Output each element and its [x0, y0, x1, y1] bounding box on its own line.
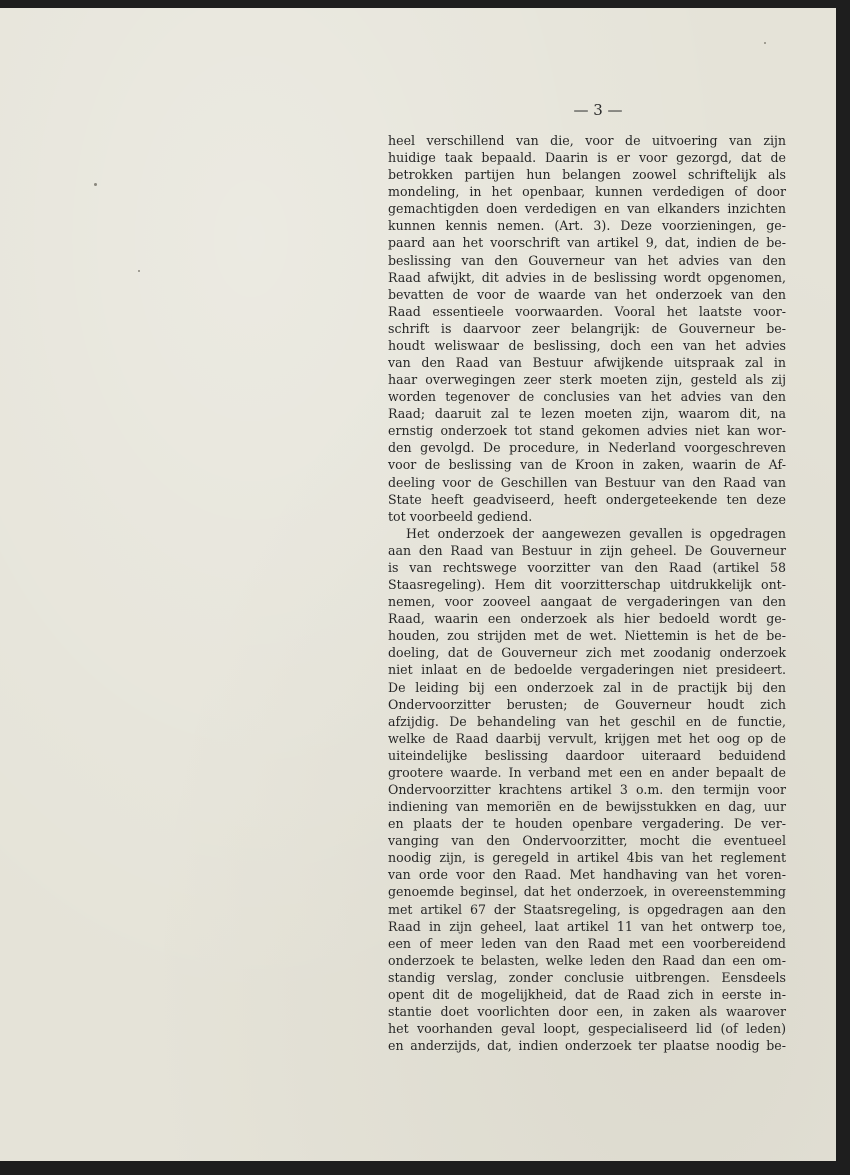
text-line: houdt weliswaar de beslissing, doch een van het advies — [388, 337, 786, 353]
paragraph — [388, 525, 786, 1054]
text-line: tot voorbeeld gediend. — [388, 508, 533, 524]
text-line: doeling, dat de Gouverneur zich met zoodanig onderzoek — [388, 645, 786, 661]
text-line: houden, zou strijden met de wet. Niettemin is het de be- — [388, 628, 786, 644]
text-line: kunnen kennis nemen. (Art. 3). Deze voorzieningen, ge- — [388, 218, 786, 234]
paper-speck — [764, 42, 766, 44]
text-line: Raad essentieele voorwaarden. Vooral het laatste voor- — [388, 303, 786, 319]
text-line: paard aan het voorschrift van artikel 9, dat, indien de be- — [388, 235, 786, 251]
text-line: het voorhanden geval loopt, gespecialiseerd lid (of leden) — [388, 1021, 786, 1037]
text-line: mondeling, in het openbaar, kunnen verdedigen of door — [388, 184, 786, 200]
paper-speck — [138, 270, 140, 272]
text-line: deeling voor de Geschillen van Bestuur van den Raad van — [388, 474, 786, 490]
text-line: genoemde beginsel, dat het onderzoek, in overeenstemming — [388, 884, 786, 900]
text-line: standig verslag, zonder conclusie uitbrengen. Eensdeels — [388, 969, 786, 985]
text-line: worden tegenover de conclusies van het advies van den — [388, 389, 786, 405]
text-line: stantie doet voorlichten door een, in zaken als waarover — [388, 1003, 786, 1019]
text-line: aan den Raad van Bestuur in zijn geheel. De Gouverneur — [388, 542, 786, 558]
text-line: ernstig onderzoek tot stand gekomen advies niet kan wor- — [388, 423, 786, 439]
text-line: Ondervoorzitter berusten; de Gouverneur houdt zich — [388, 696, 786, 712]
text-line: schrift is daarvoor zeer belangrijk: de Gouverneur be- — [388, 320, 786, 336]
text-line: heel verschillend van die, voor de uitvoering van zijn — [388, 133, 786, 148]
text-line: De leiding bij een onderzoek zal in de practijk bij den — [388, 679, 786, 695]
text-line: Raad afwijkt, dit advies in de beslissing wordt opgenomen, — [388, 269, 786, 285]
text-line: noodig zijn, is geregeld in artikel 4bis van het reglement — [388, 850, 786, 866]
text-line: niet inlaat en de bedoelde vergaderingen niet presideert. — [388, 662, 786, 678]
text-line: opent dit de mogelijkheid, dat de Raad zich in eerste in- — [388, 986, 786, 1002]
text-line: Staasregeling). Hem dit voorzitterschap uitdrukkelijk ont- — [388, 577, 786, 593]
text-line: Raad in zijn geheel, laat artikel 11 van het ontwerp toe, — [388, 918, 786, 934]
text-line: Raad, waarin een onderzoek als hier bedoeld wordt ge- — [388, 611, 786, 627]
text-line: met artikel 67 der Staatsregeling, is opgedragen aan den — [388, 901, 786, 917]
text-line: afzijdig. De behandeling van het geschil en de functie, — [388, 713, 786, 729]
text-line: betrokken partijen hun belangen zoowel schriftelijk als — [388, 167, 786, 183]
text-line: uiteindelijke beslissing daardoor uiteraard beduidend — [388, 747, 786, 763]
text-line: haar overwegingen zeer sterk moeten zijn, gesteld als zij — [388, 372, 786, 388]
text-line: van orde voor den Raad. Met handhaving van het voren- — [388, 867, 786, 883]
text-line: gemachtigden doen verdedigen en van elkanders inzichten — [388, 201, 786, 217]
text-line: State heeft geadviseerd, heeft ondergeteekende ten deze — [388, 491, 786, 507]
text-line: Het onderzoek der aangewezen gevallen is opgedragen — [406, 525, 786, 541]
text-line: en plaats der te houden openbare vergadering. De ver- — [388, 816, 786, 832]
document-page — [0, 8, 836, 1161]
text-line: indiening van memoriën en de bewijsstukken en dag, uur — [388, 799, 786, 815]
text-line: vanging van den Ondervoorzitter, mocht die eventueel — [388, 833, 786, 849]
text-line: is van rechtswege voorzitter van den Raad (artikel 58 — [388, 559, 786, 575]
text-line: nemen, voor zooveel aangaat de vergaderingen van den — [388, 594, 786, 610]
text-line: een of meer leden van den Raad met een voorbereidend — [388, 935, 786, 951]
body-text — [388, 132, 786, 1054]
text-line: van den Raad van Bestuur afwijkende uitspraak zal in — [388, 355, 786, 371]
paragraph — [388, 132, 786, 525]
text-line: Ondervoorzitter krachtens artikel 3 o.m. den termijn voor — [388, 781, 786, 797]
paper-speck — [94, 183, 97, 186]
text-line: bevatten de voor de waarde van het onderzoek van den — [388, 286, 786, 302]
text-line: Raad; daaruit zal te lezen moeten zijn, waarom dit, na — [388, 406, 786, 422]
text-line: huidige taak bepaald. Daarin is er voor gezorgd, dat de — [388, 150, 786, 166]
text-line: den gevolgd. De procedure, in Nederland voorgeschreven — [388, 440, 786, 456]
text-line: welke de Raad daarbij vervult, krijgen met het oog op de — [388, 730, 786, 746]
text-line: en anderzijds, dat, indien onderzoek ter plaatse noodig be- — [388, 1038, 786, 1054]
text-line: onderzoek te belasten, welke leden den Raad dan een om- — [388, 952, 786, 968]
page-number: — 3 — — [573, 101, 623, 119]
text-line: grootere waarde. In verband met een en ander bepaalt de — [388, 764, 786, 780]
text-line: voor de beslissing van de Kroon in zaken, waarin de Af- — [388, 457, 786, 473]
text-line: beslissing van den Gouverneur van het advies van den — [388, 252, 786, 268]
